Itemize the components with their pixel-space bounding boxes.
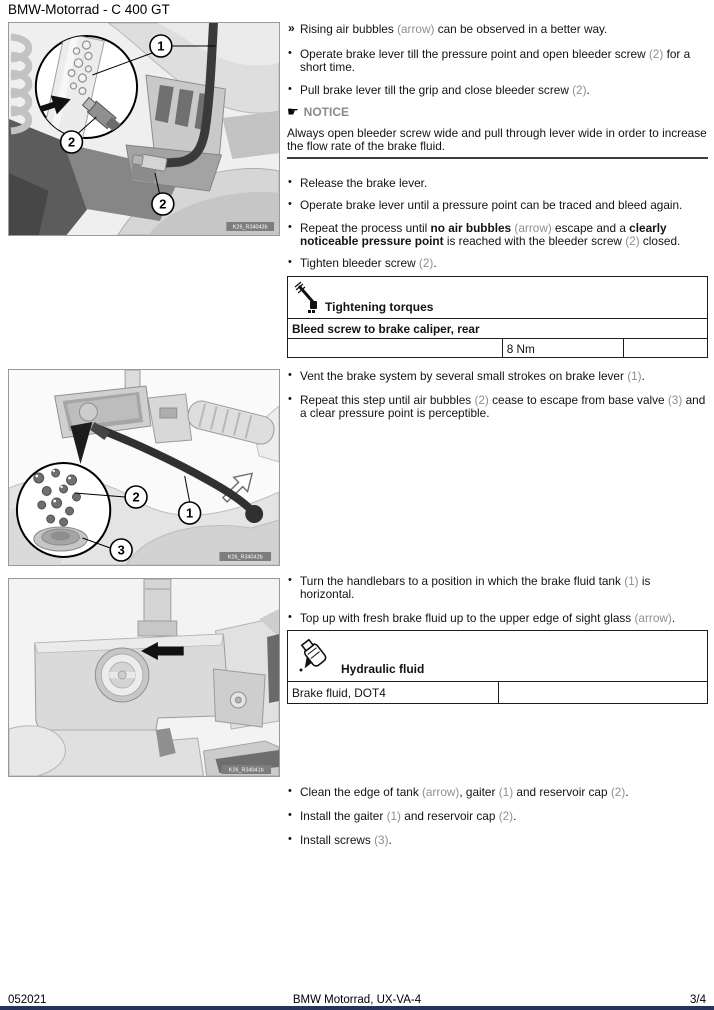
figure-rear-caliper-bleeding [8, 22, 280, 236]
step-item [287, 786, 708, 799]
section-divider [287, 157, 708, 159]
step-item [287, 222, 708, 249]
bullet-marker: • [288, 393, 292, 405]
step-text: Repeat the process until no air bubbles (arrow) escape and a clearly noticeable pressure point is reached with the bleeder screw (2) closed. [300, 221, 681, 249]
step-text: Install screws (3). [300, 833, 392, 847]
torque-table-title: Tightening torques [325, 300, 434, 314]
torque-cell-empty [288, 339, 502, 357]
step-item [287, 257, 708, 270]
fluid-value-row [288, 681, 707, 703]
torque-row-label: Bleed screw to brake caliper, rear [288, 318, 707, 338]
fluid-cell-empty [498, 682, 708, 703]
step-item [287, 48, 708, 75]
step-text: Top up with fresh brake fluid up to the upper edge of sight glass (arrow). [300, 611, 676, 625]
mount-bracket [213, 669, 265, 727]
handlebar-stem [138, 579, 177, 636]
fluid-cell-value: Brake fluid, DOT4 [292, 686, 386, 700]
svg-text:K26_R34042b: K26_R34042b [227, 554, 263, 561]
result-item [287, 23, 708, 36]
bullet-marker: • [288, 574, 292, 586]
svg-text:2: 2 [159, 196, 167, 212]
step-text: Release the brake lever. [300, 176, 428, 190]
bullet-marker: • [288, 83, 292, 95]
svg-text:3: 3 [117, 542, 125, 558]
tightening-torques-table [287, 276, 708, 358]
figure-brake-lever-bleeding [8, 369, 280, 566]
bullet-marker: • [288, 47, 292, 59]
rear-caliper-illustration [9, 23, 279, 235]
bullet-marker: • [288, 176, 292, 188]
svg-text:1: 1 [157, 38, 165, 54]
figure-code-badge [221, 765, 271, 774]
step-text: Repeat this step until air bubbles (2) cease to escape from base valve (3) and a clear pressure point is perceptible. [300, 393, 706, 421]
notice-text: Always open bleeder screw wide and pull through lever wide in order to increase the flow rate of the brake fluid. [287, 126, 707, 154]
torque-cell-empty [623, 339, 707, 357]
brake-lever-illustration [9, 370, 279, 565]
step-text: Vent the brake system by several small strokes on brake lever (1). [300, 369, 645, 383]
torque-table-header [288, 277, 707, 318]
bullet-marker: • [288, 833, 292, 845]
oil-bottle-icon [296, 636, 332, 676]
bullet-marker: • [288, 611, 292, 623]
figure-code-badge [219, 552, 271, 561]
step-item [287, 370, 708, 383]
base-valve [34, 527, 88, 551]
figure-fluid-tank-sight-glass [8, 578, 280, 777]
fluid-table-header [288, 631, 707, 681]
step-item [287, 199, 708, 212]
step-text: Turn the handlebars to a position in which the brake fluid tank (1) is horizontal. [300, 574, 651, 602]
footer-page-number: 3/4 [690, 994, 706, 1006]
svg-text:1: 1 [186, 505, 194, 521]
bottom-bar [0, 1006, 714, 1010]
fluid-tank-illustration [9, 579, 279, 776]
step-text: Install the gaiter (1) and reservoir cap (2). [300, 809, 517, 823]
step-item [287, 612, 708, 625]
step-text: Tighten bleeder screw (2). [300, 256, 437, 270]
step-item [287, 394, 708, 421]
svg-text:K26_R34041b: K26_R34041b [228, 767, 264, 774]
bullet-marker: • [288, 809, 292, 821]
notice-header [287, 104, 349, 120]
step-text: Pull brake lever till the grip and close bleeder screw (2). [300, 83, 590, 97]
step-item [287, 834, 708, 847]
footer-date: 052021 [8, 994, 47, 1006]
torque-wrench-icon [293, 281, 323, 313]
result-text: Rising air bubbles (arrow) can be observed in a better way. [300, 22, 608, 36]
fluid-table-title: Hydraulic fluid [341, 662, 425, 676]
hydraulic-fluid-table [287, 630, 708, 704]
sight-glass [95, 648, 149, 702]
step-item [287, 84, 708, 97]
svg-text:2: 2 [132, 489, 140, 505]
svg-text:K26_R34043b: K26_R34043b [232, 224, 268, 231]
instruction-column [287, 0, 708, 1010]
bullet-marker: • [288, 198, 292, 210]
pointing-hand-icon: ☛ [287, 104, 299, 119]
notice-label: NOTICE [303, 105, 349, 119]
torque-cell-value: 8 Nm [502, 339, 624, 357]
figure-code-badge [226, 222, 274, 231]
step-item [287, 810, 708, 823]
bullet-marker: • [288, 369, 292, 381]
footer-center: BMW Motorrad, UX-VA-4 [292, 994, 422, 1006]
step-text: Operate brake lever until a pressure point can be traced and bleed again. [300, 198, 683, 212]
bullet-marker: • [288, 221, 292, 233]
torque-value-row [288, 338, 707, 357]
step-item [287, 575, 708, 602]
step-text: Clean the edge of tank (arrow), gaiter (1) and reservoir cap (2). [300, 785, 629, 799]
bullet-marker: • [288, 256, 292, 268]
page-title: BMW-Motorrad - C 400 GT [8, 2, 170, 17]
step-text: Operate brake lever till the pressure point and open bleeder screw (2) for a short time. [300, 47, 691, 75]
step-item [287, 177, 708, 190]
svg-text:2: 2 [67, 134, 76, 150]
bullet-marker: • [288, 785, 292, 797]
result-marker: » [288, 21, 295, 35]
